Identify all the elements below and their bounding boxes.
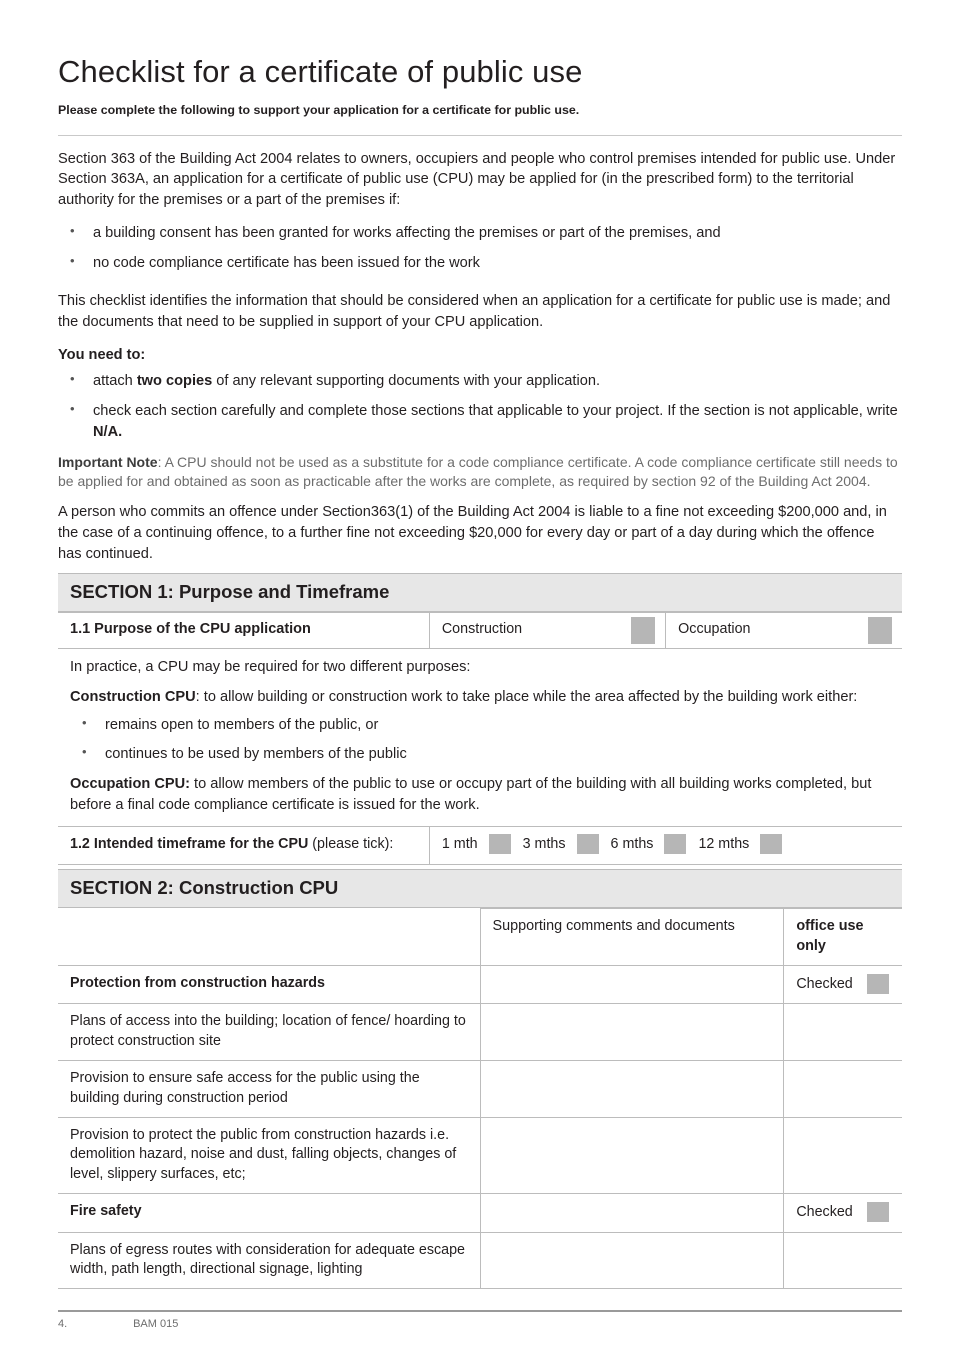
need-bullet-2-bold: N/A.: [93, 423, 123, 440]
row-label-egress-routes: Plans of egress routes with consideration for adequate escape width, path length, directional signage, lighting: [58, 1232, 480, 1289]
purpose-body-cell: [58, 649, 902, 827]
purpose-body-line1: In practice, a CPU may be required for two different purposes:: [70, 659, 471, 676]
need-bullet-1-pre: attach: [93, 373, 137, 390]
column-header-office-use: office use only: [784, 908, 902, 965]
table-row: [58, 966, 902, 1004]
table-row: [58, 1061, 902, 1118]
row-supporting-input[interactable]: [480, 1232, 784, 1289]
occupation-cpu-text: to allow members of the public to use or occupy part of the building with all building works completed, but before a final code compliance certificate is issued for the work.: [70, 776, 872, 813]
timeframe-option-6mths[interactable]: [599, 834, 687, 854]
occupation-cpu-label: Occupation CPU:: [70, 776, 190, 793]
purpose-body-row: [58, 649, 902, 827]
important-note: [58, 453, 902, 493]
intro-block: [58, 135, 902, 565]
timeframe-option-6mths-label: 6 mths: [610, 835, 654, 852]
you-need-to-label: You need to:: [58, 346, 146, 363]
footer-form-code: BAM 015: [133, 1318, 179, 1330]
construction-cpu-bullets: [70, 715, 890, 765]
timeframe-option-1mth[interactable]: [430, 834, 511, 854]
purpose-option-occupation-checkbox[interactable]: [868, 617, 892, 643]
checked-label: Checked: [796, 1204, 853, 1221]
list-item: • a building consent has been granted for works affecting the premises or part of the premises, and: [58, 223, 902, 244]
construction-cpu-label: Construction CPU: [70, 688, 196, 705]
purpose-option-occupation-label: Occupation: [678, 621, 751, 638]
timeframe-option-12mths-checkbox[interactable]: [760, 834, 782, 854]
timeframe-option-1mth-label: 1 mth: [441, 835, 478, 852]
timeframe-label-cell: [58, 827, 429, 864]
column-header-supporting: Supporting comments and documents: [480, 908, 784, 965]
timeframe-option-12mths[interactable]: [686, 834, 782, 854]
header-blank-cell: [58, 908, 480, 965]
table-row: [58, 1004, 902, 1061]
list-item: [58, 371, 902, 392]
occupation-cpu-paragraph: [70, 774, 890, 815]
section-2-table: [58, 908, 902, 1290]
intro-paragraph-2: This checklist identifies the information that should be considered when an application for a certificate for public use is made; and the documents that need to be supplied in support of your CPU application.: [58, 293, 891, 330]
timeframe-option-3mths[interactable]: [511, 834, 599, 854]
section-2-heading: SECTION 2: Construction CPU: [58, 869, 902, 908]
table-header-row: [58, 908, 902, 965]
timeframe-label-bold: 1.2 Intended timeframe for the CPU: [70, 836, 309, 853]
need-bullet-1-post: of any relevant supporting documents with your application.: [212, 373, 601, 390]
purpose-row: [58, 613, 902, 649]
purpose-option-construction-label: Construction: [441, 621, 523, 638]
table-row: [58, 1232, 902, 1289]
purpose-label-cell: [58, 613, 429, 649]
page-subtitle: Please complete the following to support your application for a certificate for public use.: [58, 102, 580, 117]
timeframe-label-rest: (please tick):: [308, 836, 394, 853]
timeframe-row: [58, 827, 902, 864]
list-item: • continues to be used by members of the public: [70, 744, 890, 765]
timeframe-option-3mths-label: 3 mths: [522, 835, 566, 852]
row-supporting-input[interactable]: [480, 1004, 784, 1061]
list-item: • no code compliance certificate has been issued for the work: [58, 253, 902, 274]
page-footer: [58, 1310, 902, 1330]
table-row: [58, 1194, 902, 1232]
row-office-cell[interactable]: [784, 1232, 902, 1289]
checked-checkbox[interactable]: [867, 974, 889, 994]
row-office-cell[interactable]: [784, 1118, 902, 1194]
need-bullet-list: [58, 371, 902, 442]
row-office-cell[interactable]: [784, 1004, 902, 1061]
table-row: [58, 1118, 902, 1194]
timeframe-option-6mths-checkbox[interactable]: [664, 834, 686, 854]
need-bullet-1-bold: two copies: [136, 373, 213, 390]
purpose-option-occupation[interactable]: [666, 613, 902, 649]
row-office-cell[interactable]: [784, 1061, 902, 1118]
row-supporting-input[interactable]: [480, 1194, 784, 1232]
list-item: [58, 401, 902, 442]
section-1-heading: SECTION 1: Purpose and Timeframe: [58, 573, 902, 612]
intro-paragraph-1: Section 363 of the Building Act 2004 relates to owners, occupiers and people who control premises intended for public use. Under Section 363A, an application for a certificate of public use (CPU) may be applied for (in the prescribed form) to the territorial authority for the premises or a part of the premises if:: [58, 150, 896, 209]
row-label-plans-access: Plans of access into the building; location of fence/ hoarding to protect construction site: [58, 1004, 480, 1061]
timeframe-option-3mths-checkbox[interactable]: [577, 834, 599, 854]
purpose-option-construction-checkbox[interactable]: [631, 617, 655, 643]
page-title: Checklist for a certificate of public use: [58, 54, 583, 89]
row-label-protection-hazards: Protection from construction hazards: [58, 966, 480, 1004]
row-label-fire-safety: Fire safety: [58, 1194, 480, 1232]
row-office-checked[interactable]: [784, 1194, 902, 1232]
row-supporting-input[interactable]: [480, 966, 784, 1004]
construction-cpu-text: : to allow building or construction work to take place while the area affected by the building work either:: [195, 688, 858, 705]
list-item: • remains open to members of the public, or: [70, 715, 890, 736]
row-label-safe-access: Provision to ensure safe access for the public using the building during construction period: [58, 1061, 480, 1118]
important-note-text: : A CPU should not be used as a substitute for a code compliance certificate. A code compliance certificate still needs to be applied for and obtained as soon as practicable after the works are complete, as required by section 92 of the Building Act 2004.: [58, 453, 898, 490]
timeframe-option-12mths-label: 12 mths: [698, 835, 750, 852]
intro-paragraph-3: A person who commits an offence under Section363(1) of the Building Act 2004 is liable to a fine not exceeding $200,000 and, in the case of a continuing offence, to a further fine not exceeding $20,000 for every day or part of a day during which the offence has continued.: [58, 504, 887, 562]
important-note-label: Important Note: [58, 453, 158, 470]
intro-bullet-list: [58, 223, 902, 273]
checked-label: Checked: [796, 975, 853, 992]
footer-page-number: 4.: [58, 1318, 68, 1330]
purpose-option-construction[interactable]: [429, 613, 665, 649]
row-supporting-input[interactable]: [480, 1118, 784, 1194]
row-office-checked[interactable]: [784, 966, 902, 1004]
need-bullet-2-pre: check each section carefully and complete those sections that applicable to your project. If the section is not applicable, write: [93, 403, 898, 420]
checked-checkbox[interactable]: [867, 1202, 889, 1222]
section-1-table: [58, 612, 902, 864]
row-supporting-input[interactable]: [480, 1061, 784, 1118]
row-label-protect-public: Provision to protect the public from construction hazards i.e. demolition hazard, noise and dust, falling objects, changes of level, slippery surfaces, etc;: [58, 1118, 480, 1194]
timeframe-options-cell: [429, 827, 902, 864]
purpose-label: 1.1 Purpose of the CPU application: [70, 621, 311, 638]
construction-cpu-paragraph: [70, 687, 890, 708]
timeframe-option-1mth-checkbox[interactable]: [489, 834, 511, 854]
